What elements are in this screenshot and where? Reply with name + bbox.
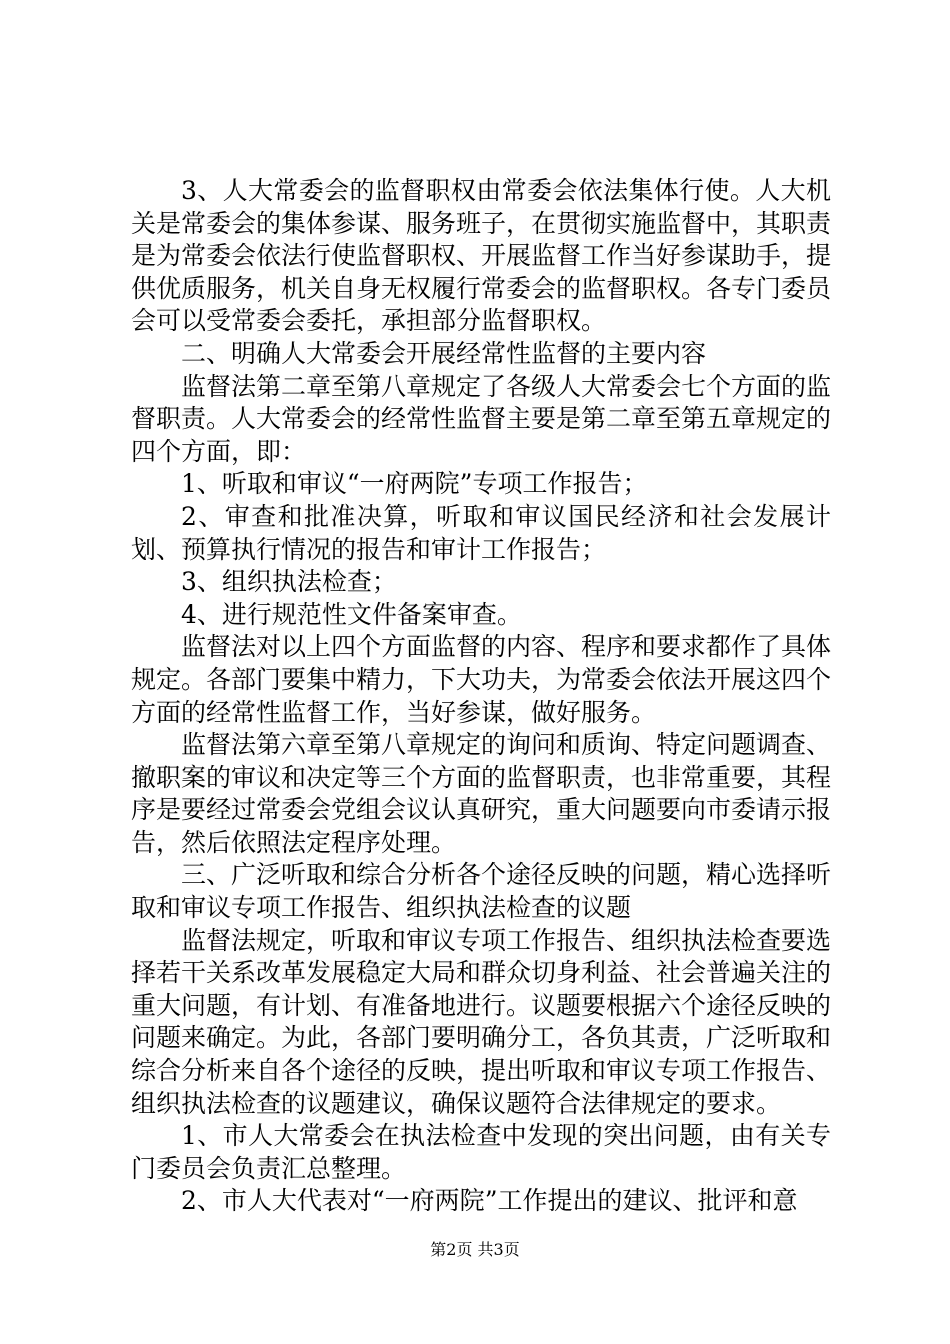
- paragraph-3: 监督法第二章至第八章规定了各级人大常委会七个方面的监督职责。人大常委会的经常性监督主要是第二章至第五章规定的四个方面，即：: [131, 371, 832, 466]
- section-heading-2: 二、明确人大常委会开展经常性监督的主要内容: [181, 338, 707, 368]
- paragraph-11: 监督法规定，听取和审议专项工作报告、组织执法检查要选择若干关系改革发展稳定大局和群众切身利益、社会普遍关注的重大问题，有计划、有准备地进行。议题要根据六个途径反映的问题来确定。为此，各部门要明确分工，各负其责，广泛听取和综合分析来自各个途径的反映，提出听取和审议专项工作报告、组织执法检查的议题建议，确保议题符合法律规定的要求。: [131, 925, 832, 1118]
- paragraph-9: 监督法第六章至第八章规定的询问和质询、特定问题调查、撤职案的审议和决定等三个方面的监督职责，也非常重要，其程序是要经过常委会党组会议认真研究，重大问题要向市委请示报告，然后依照法定程序处理。: [131, 730, 832, 857]
- source-item-1: 1、市人大常委会在执法检查中发现的突出问题，由有关专门委员会负责汇总整理。: [131, 1121, 831, 1183]
- list-item-4: 4、进行规范性文件备案审查。: [181, 599, 522, 629]
- list-item-3: 3、组织执法检查；: [181, 567, 397, 597]
- list-item-1: 1、听取和审议“一府两院”专项工作报告；: [181, 469, 648, 499]
- list-item-2: 2、审查和批准决算，听取和审议国民经济和社会发展计划、预算执行情况的报告和审计工作报告；: [131, 501, 831, 564]
- document-body: [131, 175, 831, 1218]
- source-item-2: 2、市人大代表对“一府两院”工作提出的建议、批评和意: [181, 1186, 798, 1216]
- paragraph-1: 3、人大常委会的监督职权由常委会依法集体行使。人大机关是常委会的集体参谋、服务班子，在贯彻实施监督中，其职责是为常委会依法行使监督职权、开展监督工作当好参谋助手，提供优质服务，机关自身无权履行常委会的监督职权。各专门委员会可以受常委会委托，承担部分监督职权。: [131, 176, 832, 336]
- paragraph-8: 监督法对以上四个方面监督的内容、程序和要求都作了具体规定。各部门要集中精力，下大功夫，为常委会依法开展这四个方面的经常性监督工作，当好参谋，做好服务。: [131, 632, 832, 727]
- page-footer: 第2页 共3页: [430, 1240, 520, 1259]
- section-heading-3: 三、广泛听取和综合分析各个途径反映的问题，精心选择听取和审议专项工作报告、组织执法检查的议题: [131, 860, 832, 923]
